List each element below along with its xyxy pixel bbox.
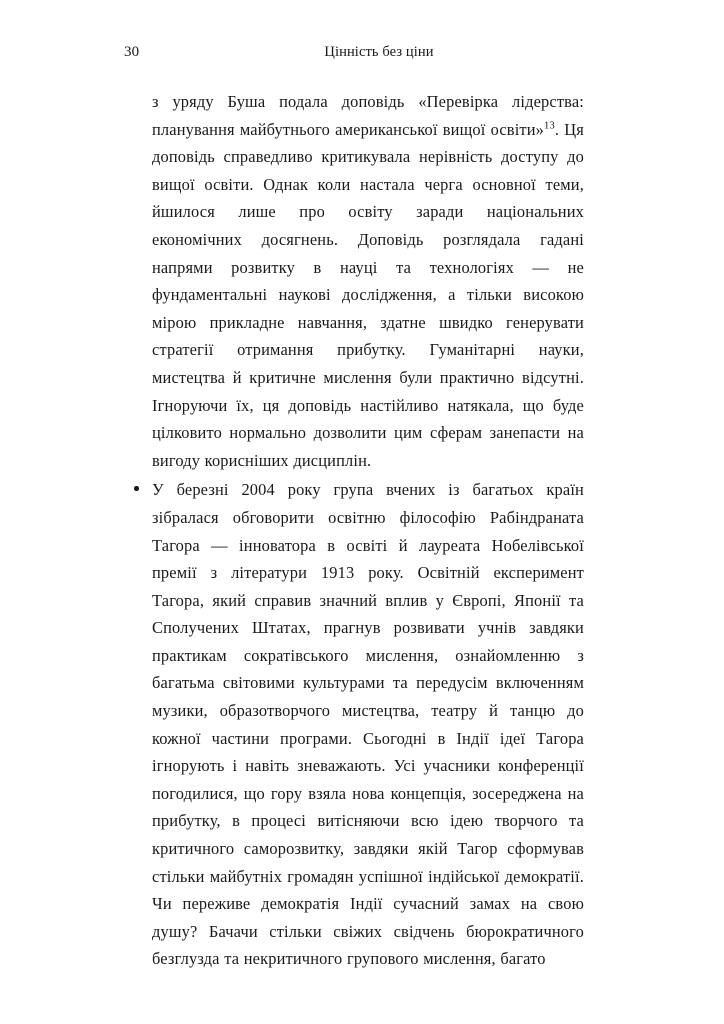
bullet-list-item xyxy=(152,476,584,973)
bullet-dot-icon xyxy=(134,486,139,491)
page-number: 30 xyxy=(124,44,140,60)
running-head-title: Цінність без ціни xyxy=(324,44,434,60)
running-head xyxy=(124,44,600,66)
bullet-paragraph: У березні 2004 року група вчених із багатьох країн зібралася обговорити освітню філософію Рабіндраната Тагора — інноватора в освіті й лауреата Нобелівської премії з літератури 1913 року. Освітній експеримент Тагора, який справив значний вплив у Європі, Японії та Сполучених Штатах, прагнув розвивати учнів завдяки практикам сократівського мислення, ознайомленню з багатьма світовими культурами та передусім включенням музики, образотворчого мистецтва, театру й танцю до кожної частини програми. Сьогодні в Індії ідеї Тагора ігнорують і навіть зневажають. Усі учасники конференції погодилися, що гору взяла нова концепція, зосереджена на прибутку, в процесі витісняючи всю ідею творчого та критичного саморозвитку, завдяки якій Тагор сформував стільки майбутніх громадян успішної індійської демократії. Чи переживе демократія Індії сучасний замах на свою душу? Бачачи стільки свіжих свідчень бюрократичного безглузда та некритичного групового мислення, багато xyxy=(152,480,584,969)
footnote-reference: 13 xyxy=(544,120,555,132)
paragraph-text-part-1: з уряду Буша подала доповідь «Перевірка лідерства: планування майбутнього американської вищої освіти» xyxy=(152,92,584,139)
paragraph-text-part-2: . Ця доповідь справедливо критикувала нерівність доступу до вищої освіти. Однак коли настала черга основної теми, йшилося лише про освіту заради національних економічних досягнень. Доповідь розглядала гадані напрями розвитку в науці та технологіях — не фундаментальні наукові дослідження, а тільки високою мірою прикладне навчання, здатне швидко генерувати стратегії отримання прибутку. Гуманітарні науки, мистецтва й критичне мислення були практично відсутні. Ігноруючи їх, ця доповідь настійливо натякала, що буде цілковито нормально дозволити цим сферам занепасти на вигоду корисніших дисциплін. xyxy=(152,119,584,470)
paragraph-continued xyxy=(152,88,584,474)
page-body xyxy=(152,88,584,973)
